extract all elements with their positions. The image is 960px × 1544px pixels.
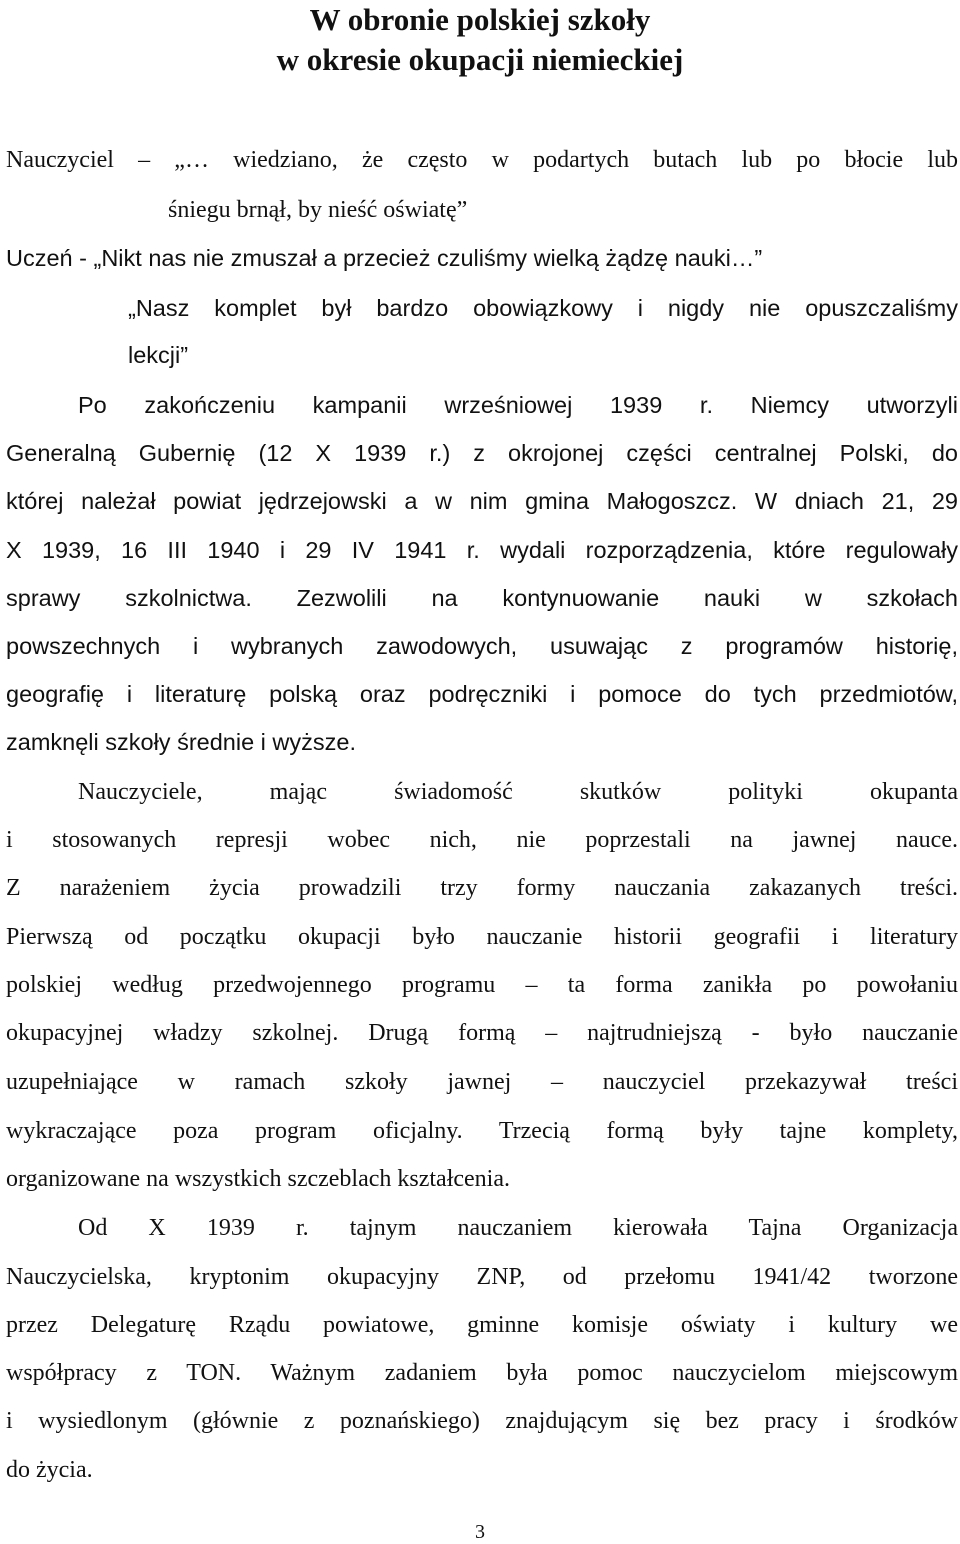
paragraph-line: współpracy z TON. Ważnym zadaniem była pomoc nauczycielom miejscowym: [6, 1360, 958, 1386]
paragraph-line: i stosowanych represji wobec nich, nie poprzestali na jawnej nauce.: [6, 827, 958, 853]
paragraph-line: do życia.: [6, 1457, 93, 1483]
paragraph-line: i wysiedlonym (głównie z poznańskiego) znajdującym się bez pracy i środków: [6, 1408, 958, 1434]
paragraph-line: powszechnych i wybranych zawodowych, usuwając z programów historię,: [6, 633, 958, 659]
paragraph-line: Nauczycielska, kryptonim okupacyjny ZNP, od przełomu 1941/42 tworzone: [6, 1264, 958, 1290]
paragraph-line: okupacyjnej władzy szkolnej. Drugą formą – najtrudniejszą - było nauczanie: [6, 1020, 958, 1046]
paragraph-line: zamknęli szkoły średnie i wyższe.: [6, 729, 356, 755]
paragraph-line: Z narażeniem życia prowadzili trzy formy nauczania zakazanych treści.: [6, 875, 958, 901]
paragraph-line: przez Delegaturę Rządu powiatowe, gminne komisje oświaty i kultury we: [6, 1312, 958, 1338]
paragraph-line: wykraczające poza program oficjalny. Trzecią formą były tajne komplety,: [6, 1118, 958, 1144]
paragraph-line: Po zakończeniu kampanii wrześniowej 1939 r. Niemcy utworzyli: [78, 392, 958, 418]
quote-line: Nauczyciel – „… wiedziano, że często w podartych butach lub po błocie lub: [6, 147, 958, 173]
paragraph-line: geografię i literaturę polską oraz podręczniki i pomoce do tych przedmiotów,: [6, 681, 958, 707]
title-line-2: w okresie okupacji niemieckiej: [276, 42, 684, 77]
quote-line: Uczeń - „Nikt nas nie zmuszał a przecież czuliśmy wielką żądzę nauki…”: [6, 245, 763, 271]
title-line-1: W obronie polskiej szkoły: [309, 2, 651, 37]
quote-line: lekcji”: [128, 342, 189, 368]
paragraph-line: Nauczyciele, mając świadomość skutków polityki okupanta: [78, 779, 958, 805]
paragraph-line: polskiej według przedwojennego programu – ta forma zanikła po powołaniu: [6, 972, 958, 998]
paragraph-line: uzupełniające w ramach szkoły jawnej – nauczyciel przekazywał treści: [6, 1069, 958, 1095]
paragraph-line: Pierwszą od początku okupacji było nauczanie historii geografii i literatury: [6, 924, 958, 950]
quote-line: „Nasz komplet był bardzo obowiązkowy i nigdy nie opuszczaliśmy: [128, 295, 958, 321]
paragraph-line: sprawy szkolnictwa. Zezwolili na kontynuowanie nauki w szkołach: [6, 585, 958, 611]
paragraph-line: X 1939, 16 III 1940 i 29 IV 1941 r. wydali rozporządzenia, które regulowały: [6, 537, 958, 563]
paragraph-line: Od X 1939 r. tajnym nauczaniem kierowała Tajna Organizacja: [78, 1215, 958, 1241]
paragraph-line: organizowane na wszystkich szczeblach kształcenia.: [6, 1166, 510, 1192]
paragraph-line: której należał powiat jędrzejowski a w nim gmina Małogoszcz. W dniach 21, 29: [6, 488, 958, 514]
page-number: 3: [475, 1521, 485, 1543]
quote-line: śniegu brnął, by nieść oświatę”: [168, 197, 468, 223]
paragraph-line: Generalną Gubernię (12 X 1939 r.) z okrojonej części centralnej Polski, do: [6, 440, 958, 466]
